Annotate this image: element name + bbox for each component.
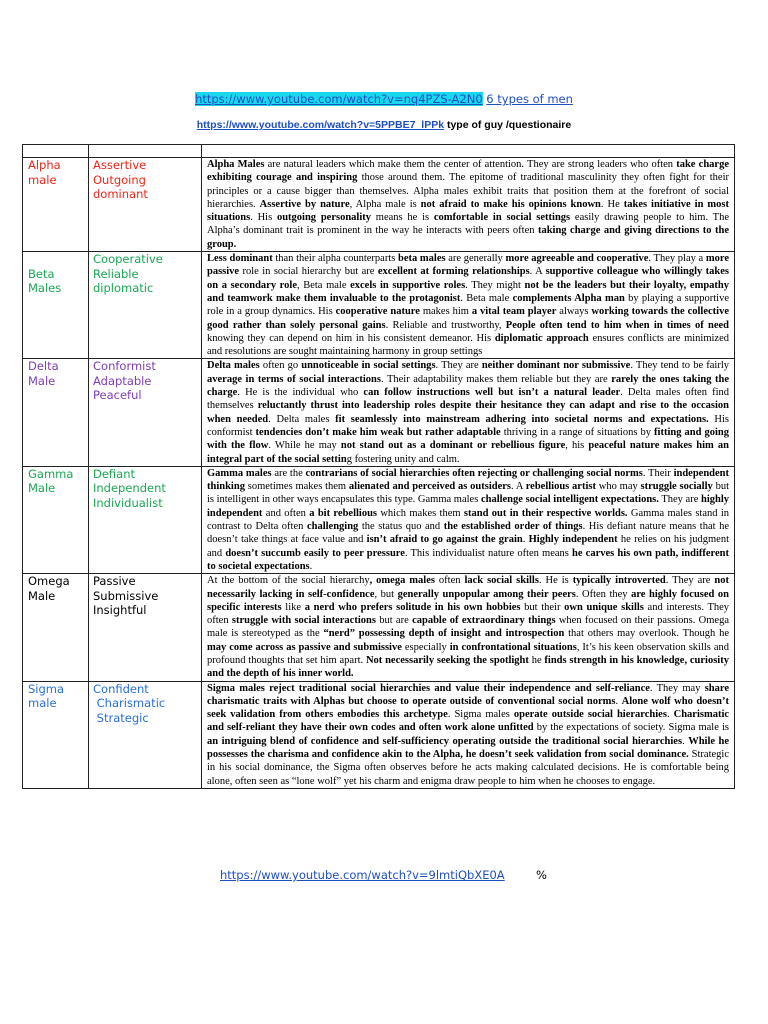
description-cell	[202, 359, 735, 466]
description-bold-run: unnoticeable in social settings	[301, 360, 436, 372]
description-bold-run: supportive colleague who willingly takes on a secondary role	[207, 266, 729, 291]
description-text-run: are generally	[445, 253, 506, 265]
description-bold-run: complements Alpha man	[512, 292, 625, 304]
description-cell	[202, 252, 735, 359]
table-row-omega	[23, 574, 735, 681]
description-bold-run: neither dominant nor submissive	[481, 360, 631, 372]
description-cell	[202, 681, 735, 788]
description-text-run: like	[281, 601, 305, 613]
description-bold-run: not be the leaders but their loyalty, empathy and teamwork make them invaluable to the protagonist	[207, 279, 730, 304]
description-bold-run: take charge exhibiting courage and inspiring	[207, 159, 729, 184]
description-bold-run: diplomatic approach	[494, 332, 589, 344]
description-text-run: role in social hierarchy but are	[239, 266, 378, 278]
description-text-run: always	[556, 306, 592, 318]
description-bold-run: working towards the collective good rather than solely personal gains	[207, 306, 729, 331]
description-text-run: often	[434, 575, 465, 587]
description-bold-run: he carves his own path, indifferent to societal expectations	[207, 547, 729, 572]
youtube-link-type-of-guy[interactable]: https://www.youtube.com/watch?v=5PPBE7_lPPk	[196, 119, 445, 131]
description-text-run: easily drawing people to him. The Alpha’s dominant trait is prominent in the way he interacts with peers often	[207, 212, 729, 237]
description-text-run: , It’s his keen observation skills and profound thoughts that set him apart.	[207, 641, 729, 666]
description-bold-run: comfortable in social settings	[433, 212, 571, 224]
description-text-run: by playing a supportive role in a group dynamics. His	[207, 292, 729, 318]
description-text-run: those around them. The epitome of traditional masculinity they often fight for their principles or a cause bigger than themselves. Alpha males exhibit traits that position them at the forefront of social hierarchies.	[207, 172, 729, 210]
percent-symbol: %	[536, 868, 547, 882]
description-bold-run: Delta males	[207, 360, 260, 372]
footer-link-line	[220, 868, 505, 882]
description-text-run: but their	[520, 601, 565, 613]
description-text-run: . He	[600, 198, 624, 210]
description-bold-run: a nerd who prefers solitude in his own hobbies	[304, 601, 521, 613]
description-bold-run: lack social skills	[464, 575, 539, 587]
description-bold-run: rarely the ones taking the charge	[207, 373, 729, 399]
description-text-run: , but	[374, 588, 398, 600]
description-bold-run: a vital team player	[471, 306, 557, 318]
description-text-run: .	[522, 534, 529, 546]
description-text-run: . This individualist nature often means	[404, 547, 573, 559]
youtube-link-footer[interactable]: https://www.youtube.com/watch?v=9lmtiQbXE0A	[220, 868, 505, 882]
description-text-run: . While he may	[268, 440, 341, 452]
description-text-run: than their alpha counterparts	[272, 253, 398, 265]
description-text-run: . His	[250, 212, 277, 224]
description-bold-run: Not necessarily seeking the spotlight	[365, 654, 529, 666]
description-text-run: but is intelligent in other ways encapsulates this type. Gamma males	[207, 481, 729, 506]
description-bold-run: more passive	[207, 253, 729, 278]
description-text-run: . A	[529, 266, 546, 278]
description-bold-run: highly independent	[207, 494, 730, 519]
description-bold-run: are highly focused on specific interests	[207, 588, 729, 613]
youtube-link-six-types[interactable]: https://www.youtube.com/watch?v=nq4PZS-A2N0	[195, 92, 483, 106]
table-row-sigma	[23, 681, 735, 788]
description-bold-run: Less dominant	[207, 253, 273, 265]
description-bold-run: Assertive by nature	[259, 198, 350, 210]
description-text-run: are the	[271, 467, 306, 479]
description-text-run: when focused on their passions. Omega male is stereotyped as the	[207, 615, 730, 640]
description-bold-run: isn’t afraid to go against the grain	[366, 534, 523, 546]
description-bold-run: struggle socially	[640, 481, 713, 493]
description-text-run: . A	[511, 481, 526, 493]
type-cell: Gamma Male	[23, 466, 89, 573]
description-bold-run: not afraid to make his opinions known	[420, 198, 601, 210]
description-bold-run: , omega males	[369, 575, 435, 587]
description-bold-run: share charismatic traits with Alphas but choose to operate outside of conventional social norms	[207, 682, 729, 707]
description-text-run: .	[615, 695, 622, 707]
description-bold-run: While he possesses the charisma and confidence akin to the Alpha, he doesn’t seek validation from social dominance.	[207, 735, 730, 761]
description-text-run: ensures conflicts are minimized and resolutions are sought maintaining harmony in group settings	[207, 332, 729, 358]
description-text-run: , his	[565, 440, 589, 452]
description-text-run: . They are	[665, 575, 715, 587]
description-text-run: who may	[595, 481, 641, 493]
description-bold-run: own unique skills	[564, 601, 644, 613]
traits-cell: Cooperative Reliable diplomatic	[89, 252, 202, 359]
description-text-run: . They might	[465, 279, 525, 291]
description-bold-run: Sigma males reject traditional social hierarchies and value their independence and self-reliance	[207, 682, 650, 694]
questionnaire-label: type of guy /questionaire	[446, 119, 572, 131]
description-text-run: and interests. They often	[207, 601, 730, 627]
description-text-run: . They play a	[648, 253, 706, 265]
description-bold-run: an intriguing blend of confidence and self-sufficiency operating outside the traditional social hierarchies	[207, 735, 683, 747]
type-cell: Delta Male	[23, 359, 89, 466]
type-cell: Alpha male	[23, 158, 89, 252]
description-bold-run: challenge social intelligent expectations.	[480, 494, 659, 506]
questionnaire-link-line	[0, 119, 768, 131]
type-cell: Sigma male	[23, 681, 89, 788]
description-bold-run: can follow instructions well but isn’t a natural leader	[363, 387, 621, 399]
description-bold-run: struggle with social interactions	[231, 615, 376, 627]
description-text-run: often go	[259, 360, 302, 372]
description-text-run: especially	[401, 641, 450, 653]
description-text-run: . Delta males often find themselves	[207, 387, 729, 412]
description-text-run: , Alpha male is	[349, 198, 421, 210]
description-bold-run: fitting and going with the flow	[207, 426, 729, 452]
table-row-beta	[23, 252, 735, 359]
header-link-line	[0, 92, 768, 106]
description-text-run: . His defiant nature means that he doesn’t take things at face value and	[207, 521, 730, 546]
description-bold-run: challenging	[306, 521, 359, 533]
traits-cell: Assertive Outgoing dominant	[89, 158, 202, 252]
description-bold-run: Alone wolf who doesn’t seek validation from others embodies this archetype	[207, 695, 730, 721]
traits-cell: Passive Submissive Insightful	[89, 574, 202, 681]
description-text-run: he	[528, 654, 545, 666]
description-text-run: which makes them	[377, 507, 464, 519]
description-bold-run: a bit rebellious	[309, 507, 377, 519]
description-bold-run: excels in supportive roles	[350, 279, 466, 291]
header-cell-traits	[89, 145, 202, 158]
type-cell: Beta Males	[23, 252, 89, 359]
traits-cell: Confident Charismatic Strategic	[89, 681, 202, 788]
description-text-run: Strategic in his social dominance, the Sigma often observes before he acts making calculated decisions. He is comfortable being alone, often seen as “lone wolf” yet his charm and enigma draw people to him when he chooses to engage.	[207, 749, 729, 787]
description-bold-run: independent thinking	[207, 467, 729, 493]
description-bold-run: tendencies don’t make him weak but rather adaptable	[255, 426, 501, 438]
description-text-run: and often	[262, 507, 310, 519]
description-bold-run: fit seamlessly into mainstream adhering into societal norms and expectations.	[335, 413, 709, 425]
description-text-run: .	[682, 735, 689, 747]
description-bold-run: average in terms of social interactions	[207, 373, 381, 385]
description-bold-run: Alpha Males	[207, 159, 265, 170]
six-types-link-text[interactable]: 6 types of men	[486, 92, 573, 106]
description-bold-run: excellent at forming relationships	[377, 266, 530, 278]
description-text-run: but are	[375, 615, 413, 627]
header-cell-type	[23, 145, 89, 158]
description-text-run: . Often they	[575, 588, 632, 600]
description-bold-run: reluctantly thrust into leadership roles despite their hesitance they can adapt and rise to the occasion when needed	[207, 400, 730, 425]
description-text-run: he relies on his judgment and	[207, 534, 730, 559]
description-text-run: . Their	[642, 467, 674, 479]
traits-cell: Defiant Independent Individualist	[89, 466, 202, 573]
description-text-run: . Their adaptability makes them reliable but they are	[381, 373, 612, 385]
header-cell-description	[202, 145, 735, 158]
description-bold-run: rebellious artist	[525, 481, 596, 493]
description-text-run: g fostering unity and calm.	[346, 453, 460, 465]
description-bold-run: doesn’t succumb easily to peer pressure	[225, 547, 405, 559]
description-text-run: . He is	[538, 575, 573, 587]
description-text-run: They are	[658, 494, 701, 506]
description-text-run: that others may overlook. Though he	[564, 628, 729, 640]
description-text-run: are natural leaders which make them the center of attention. They are strong leaders who often	[264, 159, 677, 170]
description-bold-run: Charismatic and self-reliant they have their own codes and often work alone unfitted	[207, 709, 730, 734]
description-text-run: .	[666, 709, 674, 721]
description-bold-run: the established order of things	[443, 521, 583, 533]
description-text-run: the status quo and	[358, 521, 444, 533]
table-row-gamma	[23, 466, 735, 573]
description-text-run: , Beta male	[296, 279, 351, 291]
description-bold-run: finds strength in his knowledge, curiosity and the depth of his inner world.	[207, 654, 729, 680]
description-bold-run: cooperative nature	[335, 306, 420, 318]
description-text-run: . Delta males	[268, 413, 336, 425]
description-bold-run: alienated and perceived as outsiders	[348, 481, 512, 493]
description-cell	[202, 158, 735, 252]
description-text-run: . Sigma males	[447, 709, 514, 721]
description-bold-run: in confrontational situations	[449, 641, 577, 653]
description-bold-run: peaceful nature makes him an integral part of the social settin	[207, 440, 729, 465]
description-cell	[202, 466, 735, 573]
description-text-run: At the bottom of the social hierarchy	[207, 575, 370, 587]
description-bold-run: taking charge and giving directions to the group.	[207, 225, 729, 250]
description-bold-run: stand out in their respective worlds.	[463, 507, 628, 519]
male-types-table	[22, 144, 735, 789]
description-bold-run: operate outside social hierarchies	[513, 709, 667, 721]
description-bold-run: typically introverted	[572, 575, 666, 587]
description-text-run: makes him	[419, 306, 472, 318]
traits-cell: Conformist Adaptable Peaceful	[89, 359, 202, 466]
description-text-run: . He is the individual who	[237, 387, 364, 399]
description-text-run: . They may	[649, 682, 705, 694]
description-bold-run: People often tend to him when in times of need	[505, 319, 729, 331]
description-bold-run: Gamma males	[207, 467, 272, 479]
description-bold-run: generally unpopular among their peers	[397, 588, 576, 600]
description-text-run: . They are	[435, 360, 482, 372]
description-bold-run: Highly independent	[528, 534, 618, 546]
description-bold-run: more agreeable and cooperative	[505, 253, 649, 265]
description-text-run: .	[309, 560, 313, 572]
description-text-run: means he is	[371, 212, 434, 224]
description-text-run: . Reliable and trustworthy,	[385, 319, 506, 331]
description-bold-run: not stand out as a dominant or rebellious figure	[340, 440, 566, 452]
description-text-run: . Beta male	[460, 292, 513, 304]
description-text-run: Gamma males stand in contrast to Delta often	[207, 507, 730, 533]
description-bold-run: contrarians of social hierarchies often rejecting or challenging social norms	[305, 467, 643, 479]
description-text-run: His conformist	[207, 413, 729, 438]
description-text-run: by the expectations of society. Sigma male is	[533, 722, 729, 734]
table-row-alpha	[23, 158, 735, 252]
description-bold-run: beta males	[398, 253, 446, 265]
table-row-delta	[23, 359, 735, 466]
table-header-row	[23, 145, 735, 158]
description-bold-run: outgoing personality	[276, 212, 372, 224]
description-bold-run: “nerd” possessing depth of insight and introspection	[323, 628, 565, 640]
description-text-run: . They tend to be fairly	[630, 360, 729, 372]
description-bold-run: takes initiative in most situations	[207, 198, 729, 224]
description-bold-run: capable of extraordinary things	[412, 615, 556, 627]
description-text-run: thriving in a range of situations by	[500, 426, 655, 438]
description-text-run: knowing they can depend on him in his consistent demeanor. His	[207, 332, 495, 344]
description-bold-run: may come across as passive and submissive	[207, 641, 402, 653]
type-cell: Omega Male	[23, 574, 89, 681]
description-cell	[202, 574, 735, 681]
description-bold-run: not necessarily lacking in self-confidence	[207, 575, 730, 600]
description-text-run: sometimes makes them	[244, 481, 349, 493]
